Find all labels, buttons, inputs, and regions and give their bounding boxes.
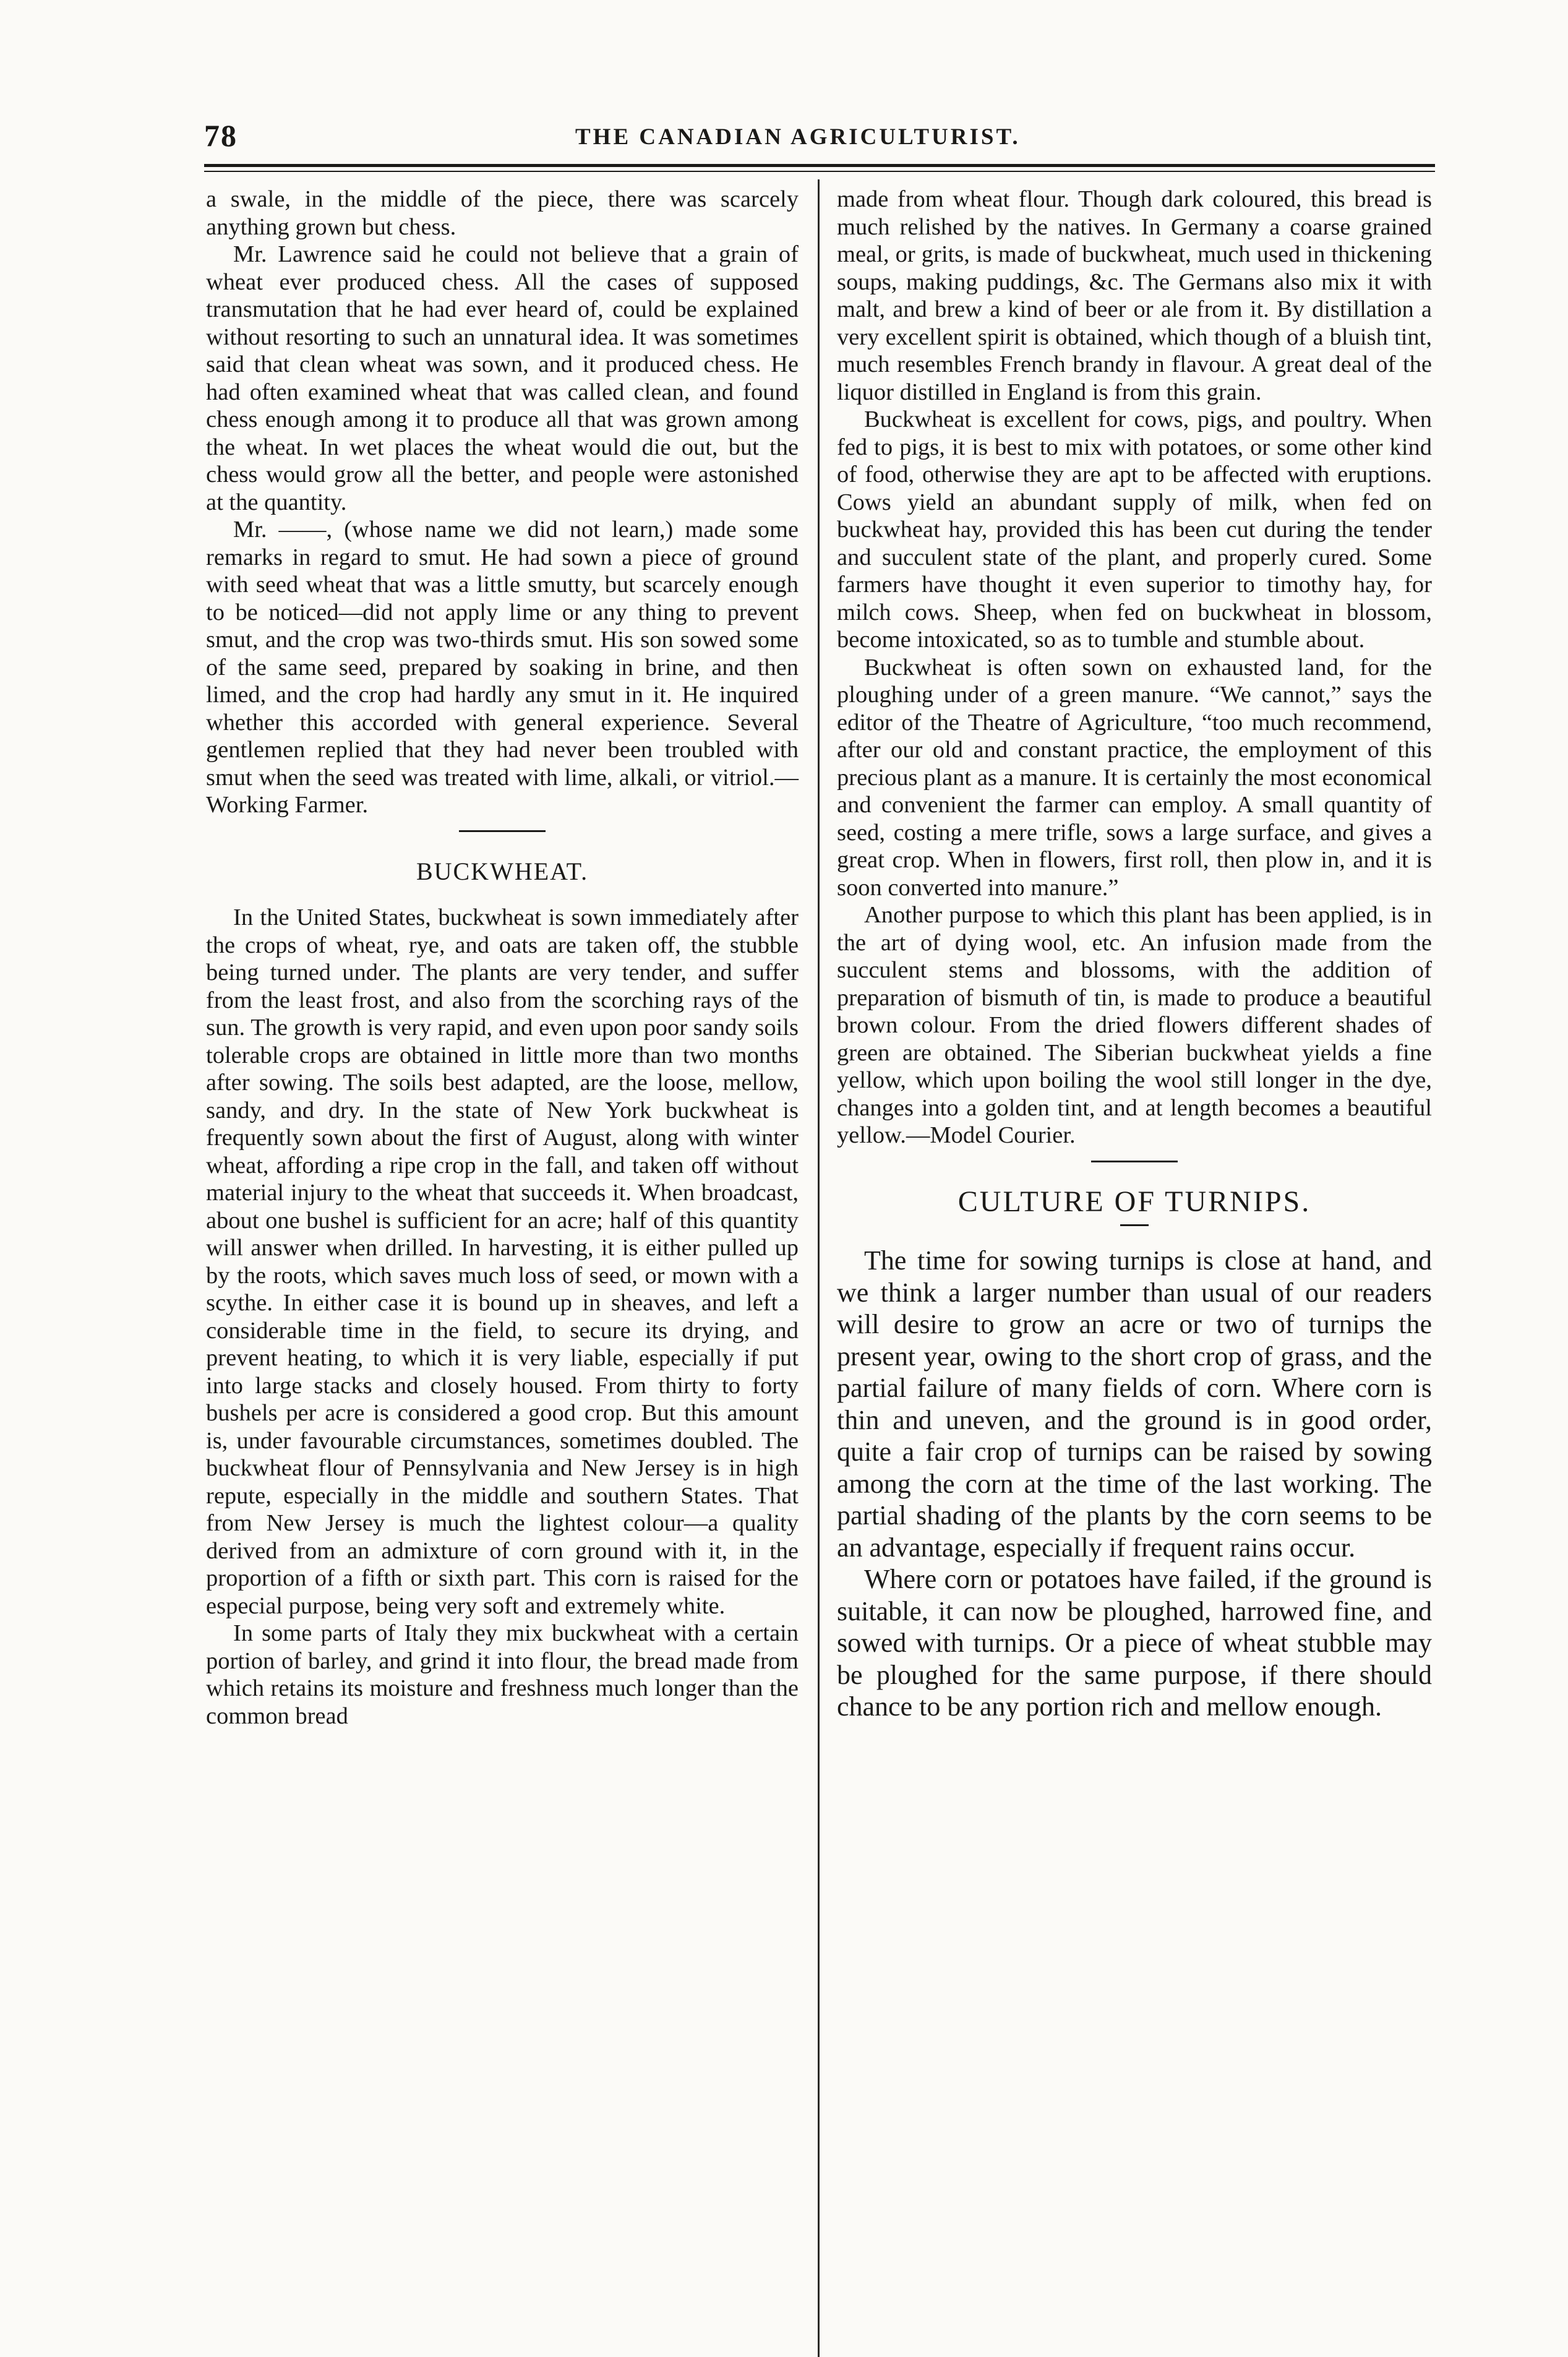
left-column xyxy=(206,186,799,1730)
header-rule-thin xyxy=(204,171,1435,172)
running-title: THE CANADIAN AGRICULTURIST. xyxy=(575,124,1021,150)
buckwheat-heading: BUCKWHEAT. xyxy=(416,857,589,885)
buckwheat-continued-paragraph-2: Buckwheat is excellent for cows, pigs, and poultry. When fed to pigs, it is best to mix with potatoes, or some other kind of food, otherwise they are apt to be affected with eruptions. Cows yield an abundant supply of milk, when fed on buckwheat hay, provided this has been cut during the tender and succulent state of the plant, and properly cured. Some farmers have thought it even superior to timothy hay, for milch cows. Sheep, when fed on buckwheat in blossom, become intoxicated, so as to tumble and stumble about. xyxy=(837,406,1432,653)
right-column xyxy=(837,186,1432,1723)
column-divider xyxy=(818,179,820,2357)
section-divider xyxy=(459,830,546,832)
page-header xyxy=(204,118,1435,161)
buckwheat-continued-paragraph-4: Another purpose to which this plant has been applied, is in the art of dying wool, etc. An infusion made from the succulent stems and blossoms, with the addition of preparation of bismuth of tin, is made to produce a beautiful brown colour. From the dried flowers different shades of green are obtained. The Siberian buckwheat yields a fine yellow, which upon boiling the wool still longer in the dye, changes into a golden tint, and at length becomes a beautiful yellow.—Model Courier. xyxy=(837,902,1432,1148)
turnips-paragraph-2: Where corn or potatoes have failed, if the ground is suitable, it can now be ploughed, harrowed fine, and sowed with turnips. Or a piece of wheat stubble may be ploughed for the same purpose, if there should chance to be any portion rich and mellow enough. xyxy=(837,1564,1432,1722)
header-rule-thick xyxy=(204,164,1435,167)
buckwheat-paragraph-1: In the United States, buckwheat is sown immediately after the crops of wheat, rye, and oats are taken off, the stubble being turned under. The plants are very tender, and suffer from the least frost, and also from the scorching rays of the sun. The growth is very rapid, and even upon poor sandy soils tolerable crops are obtained in little more than two months after sowing. The soils best adapted, are the loose, mellow, sandy, and dry. In the state of New York buckwheat is frequently sown about the first of August, along with winter wheat, affording a ripe crop in the fall, and taken off without material injury to the wheat that succeeds it. When broadcast, about one bushel is sufficient for an acre; half of this quantity will answer when drilled. In harvesting, it is either pulled up by the roots, which saves much loss of seed, or mown with a scythe. In either case it is bound up in sheaves, and left a considerable time in the field, to secure its drying, and prevent heating, to which it is very liable, especially if put into large stacks and closely housed. From thirty to forty bushels per acre is considered a good crop. But this amount is, under favourable circumstances, sometimes doubled. The buckwheat flour of Pennsylvania and New Jersey is in high repute, especially in the middle and southern States. That from New Jersey is much the lightest colour—a quality derived from an admixture of corn ground with it, in the proportion of a fifth or sixth part. This corn is raised for the especial purpose, being very soft and extremely white. xyxy=(206,904,799,1619)
turnips-paragraph-1: The time for sowing turnips is close at hand, and we think a larger number than usual of our readers will desire to grow an acre or two of turnips the present year, owing to the short crop of grass, and the partial failure of many fields of corn. Where corn is thin and uneven, and the ground is in good order, quite a fair crop of turnips can be raised by sowing among the corn at the time of the last working. The partial shading of the plants by the corn seems to be an advantage, especially if frequent rains occur. xyxy=(837,1245,1432,1563)
buckwheat-continued-paragraph-1: made from wheat flour. Though dark coloured, this bread is much relished by the natives. In Germany a coarse grained meal, or grits, is made of buckwheat, much used in thickening soups, making puddings, &c. The Germans also mix it with malt, and brew a kind of beer or ale from it. By distillation a very excellent spirit is obtained, which though of a bluish tint, much resembles French brandy in flavour. A great deal of the liquor distilled in England is from this grain. xyxy=(837,186,1432,405)
buckwheat-paragraph-2: In some parts of Italy they mix buckwheat with a certain portion of barley, and grind it into flour, the bread made from which retains its moisture and freshness much longer than the common bread xyxy=(206,1620,799,1729)
turnips-article xyxy=(837,1245,1432,1723)
turnips-heading: CULTURE OF TURNIPS. xyxy=(958,1185,1311,1218)
chess-paragraph-1: a swale, in the middle of the piece, there was scarcely anything grown but chess. xyxy=(206,186,799,240)
turnips-heading-rule xyxy=(1120,1224,1149,1226)
buckwheat-continued-paragraph-3: Buckwheat is often sown on exhausted land, for the ploughing under of a green manure. “We cannot,” says the editor of the Theatre of Agriculture, “too much recommend, after our old and constant practice, the employment of this precious plant as a manure. It is certainly the most economical and convenient the farmer can employ. A small quantity of seed, costing a mere trifle, sows a large surface, and gives a great crop. When in flowers, first roll, then plow in, and it is soon converted into manure.” xyxy=(837,654,1432,901)
chess-paragraph-2: Mr. Lawrence said he could not believe that a grain of wheat ever produced chess. All the cases of supposed transmutation that he had ever heard of, could be explained without resorting to such an unnatural idea. It was sometimes said that clean wheat was sown, and it produced chess. He had often examined wheat that was called clean, and found chess enough among it to produce all that was grown among the wheat. In wet places the wheat would die out, but the chess would grow all the better, and people were astonished at the quantity. xyxy=(206,241,799,515)
chess-paragraph-3: Mr. ——, (whose name we did not learn,) made some remarks in regard to smut. He had sown a piece of ground with seed wheat that was a little smutty, but scarcely enough to be noticed—did not apply lime or any thing to prevent smut, and the crop was two-thirds smut. His son sowed some of the same seed, prepared by soaking in brine, and then limed, and the crop had hardly any smut in it. He inquired whether this accorded with general experience. Several gentlemen replied that they had never been troubled with smut when the seed was treated with lime, alkali, or vitriol.—Working Farmer. xyxy=(206,517,799,818)
page-number: 78 xyxy=(204,118,238,153)
section-divider-right xyxy=(1091,1161,1178,1162)
